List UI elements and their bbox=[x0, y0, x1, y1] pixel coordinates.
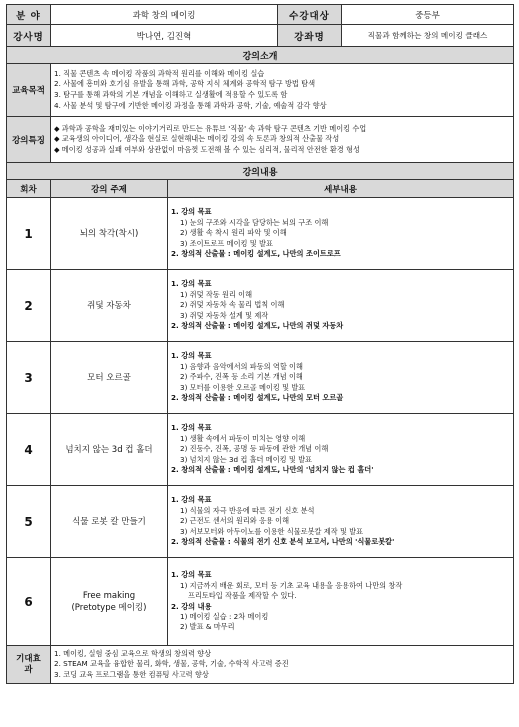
goal-line: 1) 생활 속에서 파동이 미치는 영향 이해 bbox=[180, 433, 306, 443]
header-row-1 bbox=[7, 5, 514, 25]
goal-header: 1. 강의 목표 bbox=[171, 495, 212, 505]
goal-header: 1. 강의 목표 bbox=[171, 570, 212, 580]
goal-line: 1) 눈의 구조와 시각을 담당하는 뇌의 구조 이해 bbox=[180, 217, 329, 227]
output-line: 2. 창의적 산출물 : 메이킹 설계도, 나만의 쥐덫 자동차 bbox=[171, 321, 344, 331]
session-topic bbox=[51, 558, 168, 646]
goal-line: 3) 서보모터와 아두이노를 이용한 식물로봇칼 제작 및 발표 bbox=[180, 526, 364, 536]
topic-line: (Pretotype 메이킹) bbox=[71, 602, 147, 613]
effect-item: 3. 코딩 교육 프로그램을 통한 컴퓨팅 사고력 향상 bbox=[54, 669, 209, 679]
goal-header: 1. 강의 목표 bbox=[171, 279, 212, 289]
session-topic: 넘치지 않는 3d 컵 홀더 bbox=[51, 414, 168, 486]
topic-line: Free making bbox=[82, 590, 136, 601]
header-row-2 bbox=[7, 25, 514, 47]
output-line: 2. 창의적 산출물 : 메이킹 설계도, 나만의 조이트로프 bbox=[171, 249, 341, 259]
field-value: 과학 창의 메이킹 bbox=[51, 5, 278, 25]
output-line: 2. 창의적 산출물 : 메이킹 설계도, 나만의 모터 오르골 bbox=[171, 393, 344, 403]
goals-row bbox=[7, 64, 514, 117]
syllabus-table bbox=[6, 4, 514, 684]
goal-line: 3) 조이트로프 메이킹 및 발표 bbox=[180, 238, 273, 248]
goal-line: 프리토타입 작품을 제작할 수 있다. bbox=[188, 591, 297, 601]
field-label: 분 야 bbox=[7, 5, 51, 25]
instructor-value: 박나연, 김진혁 bbox=[51, 25, 278, 47]
goal-item: 3. 탐구를 통해 과학의 기본 개념을 이해하고 실생활에 적용할 수 있도록 함 bbox=[54, 90, 288, 99]
session-row-6 bbox=[7, 558, 514, 646]
effects-label: 기대효과 bbox=[7, 646, 51, 684]
session-row-1 bbox=[7, 198, 514, 270]
effect-item: 2. STEAM 교육을 융합한 물리, 화학, 생물, 공학, 기술, 수학적 사고력 증진 bbox=[54, 659, 289, 669]
target-value: 중등부 bbox=[342, 5, 514, 25]
goal-line: 2) 진동수, 진폭, 공명 등 파동에 관한 개념 이해 bbox=[180, 444, 329, 454]
session-row-2 bbox=[7, 270, 514, 342]
col-session: 회차 bbox=[7, 180, 51, 198]
session-number: 1 bbox=[7, 198, 51, 270]
session-topic: 뇌의 착각(착시) bbox=[51, 198, 168, 270]
intro-section-title: 강의소개 bbox=[7, 47, 514, 64]
session-number: 6 bbox=[7, 558, 51, 646]
session-row-5 bbox=[7, 486, 514, 558]
session-number: 3 bbox=[7, 342, 51, 414]
content-header-row bbox=[7, 180, 514, 198]
session-detail bbox=[168, 558, 514, 646]
session-topic: 모터 오르골 bbox=[51, 342, 168, 414]
feature-item: ◆ 메이킹 성공과 실패 여부와 상관없이 마음껏 도전해 볼 수 있는 심리적, 물리적 안전한 환경 형성 bbox=[54, 144, 360, 154]
goal-item: 2. 사물에 흥미와 호기심 유발을 통해 과학, 공학 지식 체계와 공학적 탐구 방법 탐색 bbox=[54, 79, 316, 89]
goal-item: 4. 사물 분석 및 탐구에 기반한 메이킹 과정을 통해 과학과 공학, 기술, 예술적 감각 향상 bbox=[54, 100, 327, 110]
effect-item: 1. 메이킹, 실험 중심 교육으로 학생의 창의력 향상 bbox=[54, 648, 212, 658]
feature-item: ◆ 교육생의 아이디어, 생각을 현실로 실현해내는 메이킹 강의 속 토론과 창의적 산출물 작성 bbox=[54, 134, 340, 144]
goal-line: 2) 생활 속 착시 원리 파악 및 이해 bbox=[180, 228, 287, 238]
session-detail bbox=[168, 270, 514, 342]
goal-header: 1. 강의 목표 bbox=[171, 351, 212, 361]
goal-line: 3) 넘치지 않는 3d 컵 홀더 메이킹 및 발표 bbox=[180, 454, 312, 464]
target-label: 수강대상 bbox=[278, 5, 342, 25]
session-number: 2 bbox=[7, 270, 51, 342]
session-number: 5 bbox=[7, 486, 51, 558]
goal-item: 1. 직물 콘텐츠 속 메이킹 작품의 과학적 원리를 이해와 메이킹 실습 bbox=[54, 68, 265, 78]
goal-line: 3) 모터를 이용한 오르골 메이킹 및 발표 bbox=[180, 382, 306, 392]
goal-line: 1) 식물의 자극 반응에 따른 전기 신호 분석 bbox=[180, 505, 315, 515]
session-number: 4 bbox=[7, 414, 51, 486]
goal-line: 1) 쥐덫 작동 원리 이해 bbox=[180, 289, 253, 299]
effects-list bbox=[51, 646, 514, 684]
col-detail: 세부내용 bbox=[168, 180, 514, 198]
features-label: 강의특징 bbox=[7, 117, 51, 163]
course-label: 강좌명 bbox=[278, 25, 342, 47]
content-section-title: 강의내용 bbox=[7, 163, 514, 180]
content-header: 2. 강의 내용 bbox=[171, 601, 212, 611]
goal-line: 2) 쥐덫 자동차 속 물리 법칙 이해 bbox=[180, 300, 285, 310]
goals-list bbox=[51, 64, 514, 117]
effects-row bbox=[7, 646, 514, 684]
content-line: 2) 발표 & 마무리 bbox=[180, 622, 235, 632]
course-value: 직물과 함께하는 창의 메이킹 클래스 bbox=[342, 25, 514, 47]
content-line: 1) 메이킹 실습 : 2차 메이킹 bbox=[180, 611, 269, 621]
output-line: 2. 창의적 산출물 : 메이킹 설계도, 나만의 '넘치지 않는 컵 홀더' bbox=[171, 465, 374, 475]
instructor-label: 강사명 bbox=[7, 25, 51, 47]
goal-header: 1. 강의 목표 bbox=[171, 207, 212, 217]
session-row-4 bbox=[7, 414, 514, 486]
features-list bbox=[51, 117, 514, 163]
session-topic: 식물 로봇 칼 만들기 bbox=[51, 486, 168, 558]
goal-line: 1) 지금까지 배운 회로, 모터 등 기초 교육 내용을 응용하여 나만의 창작 bbox=[180, 580, 403, 590]
features-row bbox=[7, 117, 514, 163]
goal-line: 3) 쥐덫 자동차 설계 및 제작 bbox=[180, 310, 269, 320]
feature-item: ◆ 과학과 공학을 재미있는 이야기거리로 만드는 유튜브 '직물' 속 과학 탐구 콘텐츠 기반 메이킹 수업 bbox=[54, 123, 367, 133]
session-row-3 bbox=[7, 342, 514, 414]
content-section-row bbox=[7, 163, 514, 180]
goals-label: 교육목적 bbox=[7, 64, 51, 117]
session-detail bbox=[168, 414, 514, 486]
col-topic: 강의 주제 bbox=[51, 180, 168, 198]
goal-header: 1. 강의 목표 bbox=[171, 423, 212, 433]
session-detail bbox=[168, 198, 514, 270]
session-topic: 쥐덫 자동차 bbox=[51, 270, 168, 342]
session-detail bbox=[168, 486, 514, 558]
intro-section-row bbox=[7, 47, 514, 64]
goal-line: 2) 주파수, 진폭 등 소리 기본 개념 이해 bbox=[180, 372, 303, 382]
goal-line: 1) 음향과 음악에서의 파동의 역할 이해 bbox=[180, 361, 303, 371]
session-detail bbox=[168, 342, 514, 414]
goal-line: 2) 근전도 센서의 원리와 응용 이해 bbox=[180, 516, 290, 526]
output-line: 2. 창의적 산출물 : 식물의 전기 신호 분석 보고서, 나만의 '식물로봇칼' bbox=[171, 537, 395, 547]
